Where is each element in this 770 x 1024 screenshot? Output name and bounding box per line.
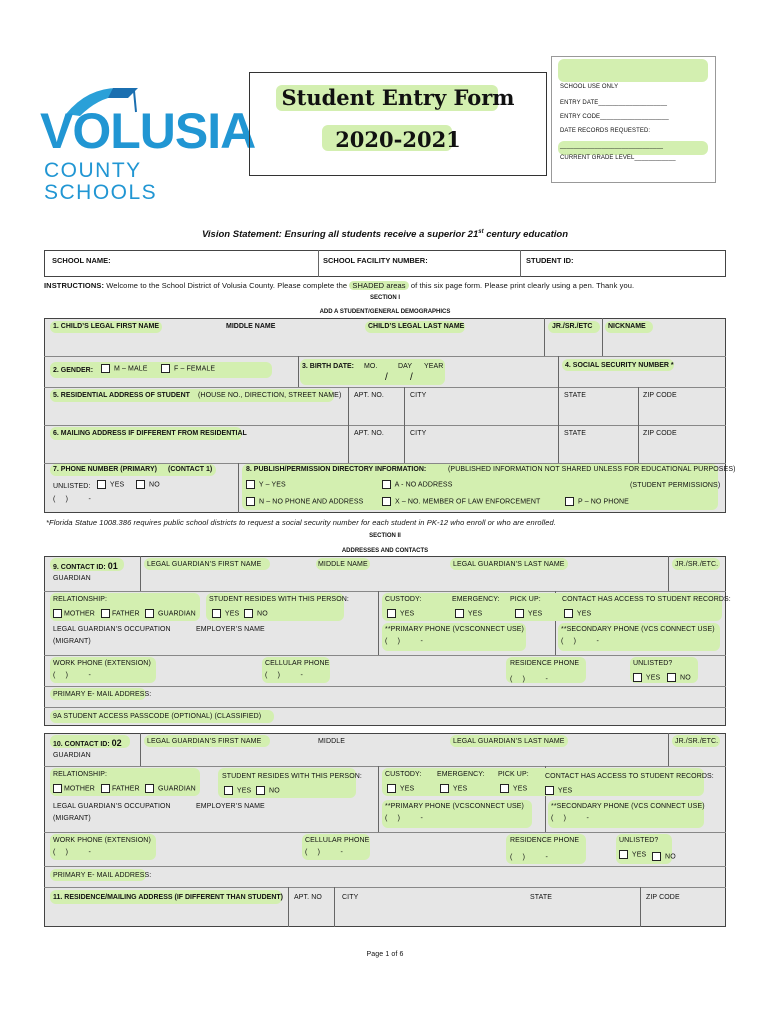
- contact-1-custody-yes[interactable]: YES: [387, 609, 414, 618]
- contact-1-emergency-checkbox[interactable]: [455, 609, 464, 618]
- publish-a-option[interactable]: A - NO ADDRESS: [382, 480, 452, 489]
- contact-2-father-option[interactable]: FATHER: [101, 784, 140, 793]
- contact-1-secondary-phone-label: **SECONDARY PHONE (VCS CONNECT USE): [561, 626, 715, 633]
- contact-2-resides-no-checkbox[interactable]: [256, 786, 265, 795]
- contact-1-father-option[interactable]: FATHER: [101, 609, 140, 618]
- contact-2-residence-phone[interactable]: ( ) -: [510, 854, 548, 861]
- contact-1-primary-phone[interactable]: ( ) -: [385, 638, 423, 645]
- contact-2-occupation[interactable]: LEGAL GUARDIAN’S OCCUPATION: [53, 803, 171, 810]
- contact-2-first-name[interactable]: LEGAL GUARDIAN’S FIRST NAME: [147, 738, 262, 745]
- contact-1-email[interactable]: PRIMARY E- MAIL ADDRESS:: [53, 691, 152, 698]
- student-id-field[interactable]: STUDENT ID:: [526, 256, 574, 265]
- publish-p-option[interactable]: P – NO PHONE: [565, 497, 629, 506]
- contact-1-father-checkbox[interactable]: [101, 609, 110, 618]
- child-first-name-field[interactable]: 1. CHILD’S LEGAL FIRST NAME: [53, 323, 160, 330]
- contact-1-pickup-checkbox[interactable]: [515, 609, 524, 618]
- contact-1-guardian-option[interactable]: GUARDIAN: [145, 609, 196, 618]
- contact-2-unlisted-yes-checkbox[interactable]: [619, 850, 628, 859]
- residential-address-field[interactable]: 5. RESIDENTIAL ADDRESS OF STUDENT: [53, 392, 190, 399]
- contact-2-email[interactable]: PRIMARY E- MAIL ADDRESS:: [53, 872, 152, 879]
- publish-x-option[interactable]: X – NO. MEMBER OF LAW ENFORCEMENT: [382, 497, 540, 506]
- unlisted-yes-option[interactable]: YES: [97, 480, 124, 489]
- contact-1-residence-phone-label: RESIDENCE PHONE: [510, 660, 580, 667]
- gender-male-option[interactable]: M – MALE: [101, 364, 148, 373]
- gender-label: 2. GENDER:: [53, 367, 94, 374]
- entry-date[interactable]: ENTRY DATE____________________: [560, 100, 668, 106]
- contact-2-residence-phone-label: RESIDENCE PHONE: [510, 837, 580, 844]
- contact-1-custody-label: CUSTODY:: [385, 596, 422, 603]
- contact-2-access-label: CONTACT HAS ACCESS TO STUDENT RECORDS:: [545, 773, 714, 780]
- contact-2-unlisted-yes[interactable]: YES: [619, 850, 646, 859]
- district-logo: [40, 82, 256, 204]
- birth-year[interactable]: YEAR: [424, 363, 444, 370]
- contact-2-primary-phone-label: **PRIMARY PHONE (VCSCONNECT USE): [385, 803, 524, 810]
- contact-1-resides-no-checkbox[interactable]: [244, 609, 253, 618]
- section-1-subtitle: ADD A STUDENT/GENERAL DEMOGRAPHICS: [319, 309, 451, 315]
- contact-2-secondary-phone-label: **SECONDARY PHONE (VCS CONNECT USE): [551, 803, 705, 810]
- contact-1-guardian-label: GUARDIAN: [53, 575, 91, 582]
- contact-2-middle-name[interactable]: MIDDLE: [318, 738, 346, 745]
- contact-1-cell-phone-label: CELLULAR PHONE: [265, 660, 330, 667]
- contact-1-unlisted-label: UNLISTED?: [633, 660, 673, 667]
- residence-state-field[interactable]: STATE: [530, 894, 553, 901]
- contact-1-cell-phone[interactable]: ( ) -: [265, 672, 303, 679]
- residence-zip-field[interactable]: ZIP CODE: [646, 894, 680, 901]
- publish-p-checkbox[interactable]: [565, 497, 574, 506]
- res-state-field[interactable]: STATE: [564, 392, 587, 399]
- mail-zip-field[interactable]: ZIP CODE: [643, 430, 677, 437]
- logo-main: VOLUSIA: [40, 103, 256, 159]
- contact-2-father-checkbox[interactable]: [101, 784, 110, 793]
- contact-1-residence-phone[interactable]: ( ) -: [510, 676, 548, 683]
- title-box: [249, 72, 547, 176]
- mail-city-field[interactable]: CITY: [410, 430, 427, 437]
- contact-2-unlisted-no-checkbox[interactable]: [652, 852, 661, 861]
- child-middle-name-field[interactable]: MIDDLE NAME: [226, 323, 276, 330]
- section-2-subtitle: ADDRESSES AND CONTACTS: [341, 548, 429, 554]
- contact-1-suffix[interactable]: JR./SR./ETC.: [675, 561, 719, 568]
- contact-1-access-yes[interactable]: YES: [564, 609, 591, 618]
- child-nickname-field[interactable]: NICKNAME: [608, 323, 646, 330]
- contact-2-resides-no[interactable]: NO: [256, 786, 280, 795]
- contact-1-emergency-label: EMERGENCY:: [452, 596, 500, 603]
- contact-1-middle-name[interactable]: MIDDLE NAME: [318, 561, 368, 568]
- publish-a-checkbox[interactable]: [382, 480, 391, 489]
- logo-sub: COUNTY SCHOOLS: [44, 159, 158, 204]
- contact-2-guardian-label: GUARDIAN: [53, 752, 91, 759]
- section-2-title: SECTION II: [369, 533, 401, 539]
- contact-2-id-label: 10. CONTACT ID: 02: [53, 738, 122, 748]
- contact-2-pickup-yes[interactable]: YES: [500, 784, 527, 793]
- residence-apt-field[interactable]: APT. NO: [294, 894, 322, 901]
- current-grade[interactable]: CURRENT GRADE LEVEL____________: [560, 155, 676, 161]
- publish-x-checkbox[interactable]: [382, 497, 391, 506]
- publish-n-option[interactable]: N – NO PHONE AND ADDRESS: [246, 497, 363, 506]
- date-records-blank[interactable]: ______________________________: [560, 143, 664, 149]
- contact-1-guardian-checkbox[interactable]: [145, 609, 154, 618]
- male-checkbox[interactable]: [101, 364, 110, 373]
- contact-2-pickup-label: PICK UP:: [498, 771, 529, 778]
- contact-1-emergency-yes[interactable]: YES: [455, 609, 482, 618]
- contact-2-suffix[interactable]: JR./SR./ETC.: [675, 738, 719, 745]
- contact-2-custody-checkbox[interactable]: [387, 784, 396, 793]
- contact-2-resides-yes-checkbox[interactable]: [224, 786, 233, 795]
- contact-1-unlisted-no-checkbox[interactable]: [667, 673, 676, 682]
- contact-1-primary-phone-label: **PRIMARY PHONE (VCSCONNECT USE): [385, 626, 524, 633]
- unlisted-label: UNLISTED:: [53, 483, 91, 490]
- child-last-name-field[interactable]: CHILD’S LEGAL LAST NAME: [368, 323, 465, 330]
- contact-2-pickup-checkbox[interactable]: [500, 784, 509, 793]
- contact-2-custody-label: CUSTODY:: [385, 771, 422, 778]
- contact-2-primary-phone[interactable]: ( ) -: [385, 815, 423, 822]
- contact-1-resides-label: STUDENT RESIDES WITH THIS PERSON:: [209, 596, 349, 603]
- unlisted-no-checkbox[interactable]: [136, 480, 145, 489]
- contact-1-work-phone-label: WORK PHONE (EXTENSION): [53, 660, 151, 667]
- phone-primary-label: 7. PHONE NUMBER (PRIMARY): [53, 466, 157, 473]
- ssn-footnote: *Florida Statue 1008.386 requires public school districts to request a social security number for each student in PK-12 who enroll or who are enrolled.: [46, 518, 556, 527]
- contact-2-access-yes[interactable]: YES: [545, 786, 572, 795]
- contact-1-employer[interactable]: EMPLOYER’S NAME: [196, 626, 265, 633]
- entry-code[interactable]: ENTRY CODE____________________: [560, 114, 669, 120]
- contact-2-employer[interactable]: EMPLOYER’S NAME: [196, 803, 265, 810]
- ssn-field[interactable]: 4. SOCIAL SECURITY NUMBER *: [565, 362, 674, 369]
- gender-female-option[interactable]: F – FEMALE: [161, 364, 215, 373]
- contact-1-first-name[interactable]: LEGAL GUARDIAN’S FIRST NAME: [147, 561, 262, 568]
- student-permissions-note: (STUDENT PERMISSIONS): [630, 482, 721, 489]
- publish-y-checkbox[interactable]: [246, 480, 255, 489]
- child-suffix-field[interactable]: JR./SR./ETC: [552, 323, 593, 330]
- publish-n-checkbox[interactable]: [246, 497, 255, 506]
- publish-y-option[interactable]: Y – YES: [246, 480, 286, 489]
- form-year: 2020-2021: [335, 127, 461, 152]
- date-records-requested: DATE RECORDS REQUESTED:: [560, 128, 651, 134]
- contact-1-passcode[interactable]: 9A STUDENT ACCESS PASSCODE (OPTIONAL) (CLASSIFIED): [53, 713, 262, 720]
- contact-2-emergency-checkbox[interactable]: [440, 784, 449, 793]
- unlisted-no-option[interactable]: NO: [136, 480, 160, 489]
- contact-2-custody-yes[interactable]: YES: [387, 784, 414, 793]
- res-zip-field[interactable]: ZIP CODE: [643, 392, 677, 399]
- contact-1-last-name[interactable]: LEGAL GUARDIAN’S LAST NAME: [453, 561, 565, 568]
- female-checkbox[interactable]: [161, 364, 170, 373]
- page-number: Page 1 of 6: [366, 951, 404, 958]
- contact-1-migrant: (MIGRANT): [53, 638, 91, 645]
- contact-2-emergency-yes[interactable]: YES: [440, 784, 467, 793]
- mailing-address-field[interactable]: 6. MAILING ADDRESS IF DIFFERENT FROM RESIDENTIAL: [53, 430, 247, 437]
- primary-phone-input[interactable]: ( ) -: [53, 496, 91, 503]
- mail-state-field[interactable]: STATE: [564, 430, 587, 437]
- contact-1-custody-checkbox[interactable]: [387, 609, 396, 618]
- contact-2-cell-phone-label: CELLULAR PHONE: [305, 837, 370, 844]
- contact-2-last-name[interactable]: LEGAL GUARDIAN’S LAST NAME: [453, 738, 565, 745]
- school-use-header: SCHOOL USE ONLY: [560, 84, 619, 90]
- contact-1-unlisted-no[interactable]: NO: [667, 673, 691, 682]
- contact-2-relationship-label: RELATIONSHIP:: [53, 771, 108, 778]
- contact-1-pickup-label: PICK UP:: [510, 596, 541, 603]
- contact-1-id-label: 9. CONTACT ID: 01: [53, 561, 118, 571]
- contact-1-occupation[interactable]: LEGAL GUARDIAN’S OCCUPATION: [53, 626, 171, 633]
- school-facility-field[interactable]: SCHOOL FACILITY NUMBER:: [323, 256, 428, 265]
- contact-2-migrant: (MIGRANT): [53, 815, 91, 822]
- contact-1-resides-yes-checkbox[interactable]: [212, 609, 221, 618]
- contact-1-relationship-label: RELATIONSHIP:: [53, 596, 108, 603]
- section-1-title: SECTION I: [369, 295, 400, 301]
- contact-2-unlisted-no[interactable]: NO: [652, 852, 676, 861]
- contact-2-access-checkbox[interactable]: [545, 786, 554, 795]
- contact-1-mother-option[interactable]: MOTHER: [53, 609, 95, 618]
- publish-note: (PUBLISHED INFORMATION NOT SHARED UNLESS FOR EDUCATIONAL PURPOSES): [448, 466, 736, 473]
- contact-2-guardian-checkbox[interactable]: [145, 784, 154, 793]
- contact-2-unlisted-label: UNLISTED?: [619, 837, 659, 844]
- residence-city-field[interactable]: CITY: [342, 894, 359, 901]
- contact-2-work-phone-label: WORK PHONE (EXTENSION): [53, 837, 151, 844]
- contact-1-unlisted-yes[interactable]: YES: [633, 673, 660, 682]
- vision-statement: Vision Statement: Ensuring all students receive a superior 21st century education: [201, 229, 569, 241]
- contact-1-pickup-yes[interactable]: YES: [515, 609, 542, 618]
- residence-mailing-address-field[interactable]: 11. RESIDENCE/MAILING ADDRESS (IF DIFFERENT THAN STUDENT): [53, 894, 283, 901]
- phone-contact1-label: (CONTACT 1): [168, 466, 213, 473]
- unlisted-yes-checkbox[interactable]: [97, 480, 106, 489]
- contact-1-access-label: CONTACT HAS ACCESS TO STUDENT RECORDS:: [562, 596, 731, 603]
- contact-2-secondary-phone[interactable]: ( ) -: [551, 815, 589, 822]
- contact-1-resides-yes[interactable]: YES: [212, 609, 239, 618]
- birth-slash-2: /: [410, 372, 413, 383]
- residential-address-detail: (HOUSE NO., DIRECTION, STREET NAME): [198, 392, 342, 399]
- contact-2-guardian-option[interactable]: GUARDIAN: [145, 784, 196, 793]
- contact-2-work-phone[interactable]: ( ) -: [53, 849, 91, 856]
- contact-2-resides-label: STUDENT RESIDES WITH THIS PERSON:: [222, 773, 362, 780]
- contact-1-unlisted-yes-checkbox[interactable]: [633, 673, 642, 682]
- contact-2-resides-yes[interactable]: YES: [224, 786, 251, 795]
- form-title: Student Entry Form: [281, 85, 515, 110]
- birth-month[interactable]: MO.: [364, 363, 378, 370]
- publish-label: 8. PUBLISH/PERMISSION DIRECTORY INFORMATION:: [246, 466, 427, 473]
- mail-apt-field[interactable]: APT. NO.: [354, 430, 384, 437]
- school-name-field[interactable]: SCHOOL NAME:: [52, 256, 111, 265]
- contact-1-mother-checkbox[interactable]: [53, 609, 62, 618]
- instructions: INSTRUCTIONS: Welcome to the School District of Volusia County. Please complete the SHADED areas of this six page form. Please print clearly using a pen. Thank you.: [44, 281, 635, 290]
- contact-1-secondary-phone[interactable]: ( ) -: [561, 638, 599, 645]
- contact-2-emergency-label: EMERGENCY:: [437, 771, 485, 778]
- contact-2-cell-phone[interactable]: ( ) -: [305, 849, 343, 856]
- contact-2-mother-option[interactable]: MOTHER: [53, 784, 95, 793]
- birth-slash-1: /: [385, 372, 388, 383]
- contact-1-resides-no[interactable]: NO: [244, 609, 268, 618]
- contact-1-work-phone[interactable]: ( ) -: [53, 672, 91, 679]
- school-use-box: [551, 56, 716, 183]
- birth-day[interactable]: DAY: [398, 363, 413, 370]
- birth-date-label: 3. BIRTH DATE:: [302, 363, 354, 370]
- res-apt-field[interactable]: APT. NO.: [354, 392, 384, 399]
- contact-1-access-checkbox[interactable]: [564, 609, 573, 618]
- contact-2-mother-checkbox[interactable]: [53, 784, 62, 793]
- res-city-field[interactable]: CITY: [410, 392, 427, 399]
